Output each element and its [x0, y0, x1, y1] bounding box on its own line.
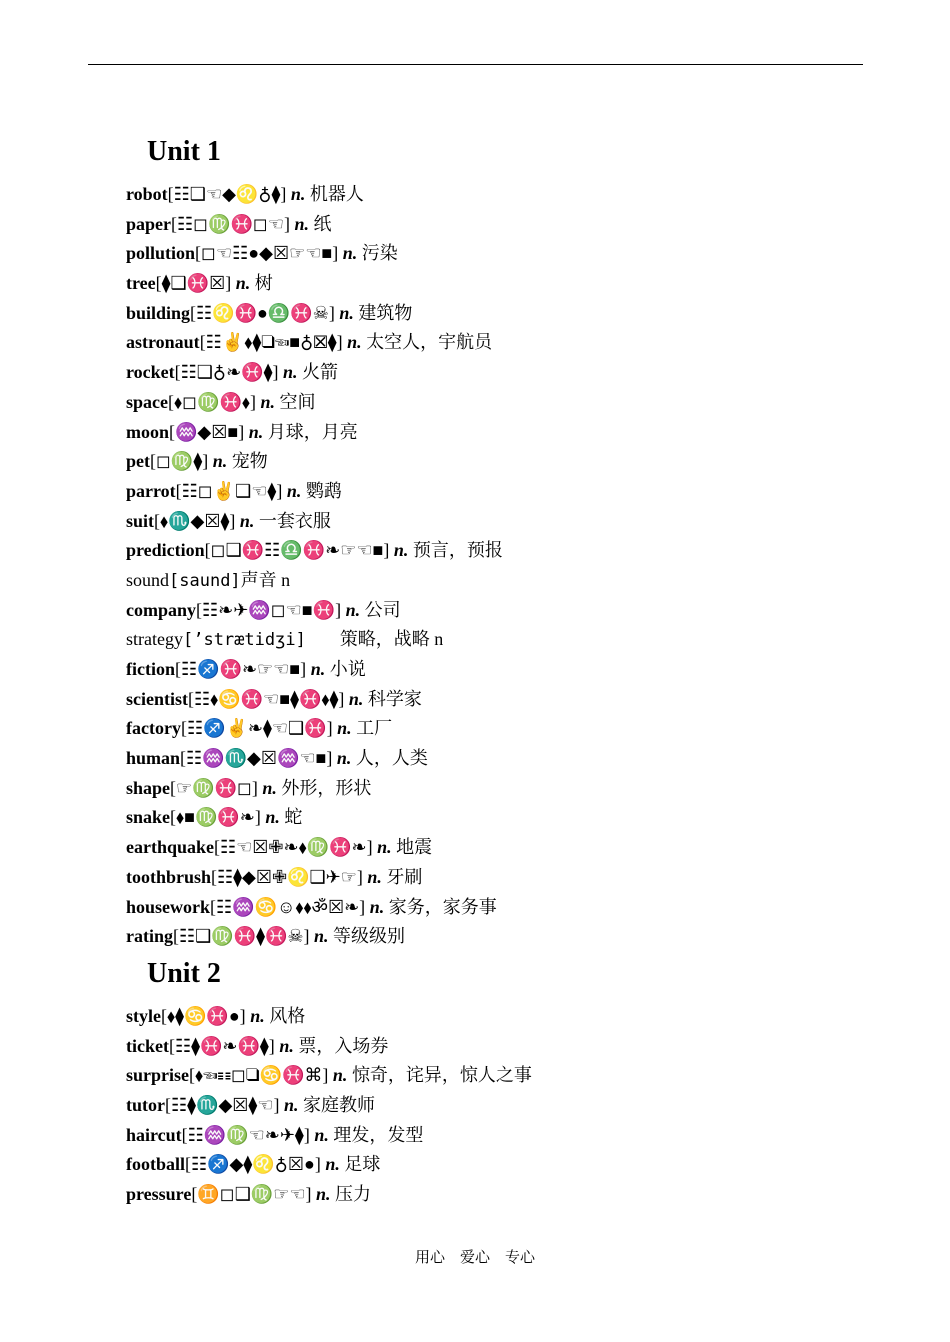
phonetic: [☷♒♋☺⬧⬧ॐ☒❧] [210, 896, 366, 917]
part-of-speech: n. [337, 718, 352, 739]
vocab-word: company [126, 599, 197, 620]
phonetic: [☷⧫♓❧♓⧫] [168, 1035, 275, 1056]
vocab-entry [126, 863, 886, 893]
meaning: 科学家 [367, 688, 422, 709]
phonetic: [⧫❑♓☒] [155, 273, 232, 294]
part-of-speech: n. [248, 421, 264, 442]
phonetic: [☷◻✌❑☜⧫] [175, 480, 283, 501]
part-of-speech: n. [339, 302, 354, 323]
vocab-word: robot [126, 184, 168, 204]
meaning: 风格 [269, 1005, 306, 1026]
vocab-word: surprise [126, 1065, 189, 1086]
unit-entries [126, 1002, 886, 1210]
vocab-word: housework [126, 896, 211, 917]
part-of-speech: n. [369, 896, 385, 917]
meaning: 一套衣服 [258, 510, 331, 531]
meaning: 树 [254, 273, 273, 294]
part-of-speech: n. [260, 391, 275, 412]
vocab-entry [126, 744, 886, 774]
vocab-entry [126, 536, 886, 566]
vocab-word: earthquake [126, 837, 215, 858]
phonetic: [⬧⧫♋♓●] [161, 1005, 246, 1026]
vocabulary-content [126, 134, 886, 1210]
part-of-speech: n. [294, 213, 309, 234]
vocab-entry [126, 388, 886, 418]
part-of-speech: n. [283, 1094, 299, 1115]
meaning: 太空人，宇航员 [366, 332, 493, 353]
part-of-speech: n. [265, 807, 280, 828]
meaning: 机器人 [309, 184, 364, 204]
meaning: 等级级别 [333, 926, 406, 947]
vocab-word: paper [126, 213, 171, 234]
vocab-entry [126, 1002, 886, 1032]
page-footer: 用心 爱心 专心 [414, 1250, 535, 1266]
vocab-word: strategy [126, 629, 183, 650]
vocab-word: haircut [126, 1124, 182, 1145]
vocab-word: parrot [126, 480, 176, 501]
part-of-speech: n. [262, 777, 277, 798]
meaning: 地震 [396, 837, 433, 858]
phonetic: [☷♐♓❧☞☜■] [175, 659, 307, 679]
part-of-speech: n. [345, 599, 361, 620]
vocab-entry [126, 299, 886, 329]
part-of-speech: n. [314, 926, 329, 947]
meaning: 宠物 [231, 451, 268, 472]
meaning: 污染 [361, 243, 398, 264]
meaning: 外形，形状 [281, 777, 372, 798]
meaning: 惊奇，诧异，惊人之事 [351, 1065, 532, 1086]
vocab-entry [126, 239, 886, 269]
phonetic: [☷♒♏◆☒♒☜■] [180, 748, 333, 769]
part-of-speech: n. [348, 688, 364, 709]
vocab-entry [126, 625, 886, 655]
vocab-word: rocket [126, 362, 175, 383]
phonetic: [⬧■♍♓❧] [170, 807, 261, 828]
meaning: 建筑物 [358, 302, 413, 323]
meaning: 纸 [313, 213, 332, 234]
part-of-speech: n. [367, 866, 382, 887]
part-of-speech: n. [342, 243, 358, 264]
vocab-word: toothbrush [126, 866, 212, 887]
phonetic: [☷✌⬧⧫❑☜■♁☒⧫] [199, 332, 343, 353]
meaning: 工厂 [356, 718, 393, 739]
vocab-word: suit [126, 510, 155, 531]
part-of-speech: n. [316, 1184, 331, 1204]
phonetic: [saund] [169, 570, 241, 591]
meaning: 小说 [329, 659, 366, 679]
part-of-speech: n. [347, 332, 362, 353]
vocab-word: pollution [126, 243, 196, 264]
phonetic: [☷♐✌❧⧫☜❑♓] [180, 718, 333, 739]
phonetic: [☷♌♓●♎♓☠] [190, 302, 335, 323]
vocab-entry [126, 1061, 886, 1091]
part-of-speech: n. [279, 1035, 294, 1056]
part-of-speech: n. [325, 1154, 340, 1175]
vocab-entry [126, 685, 886, 715]
part-of-speech: n. [393, 540, 409, 561]
meaning: 牙刷 [386, 866, 423, 887]
phonetic: [♊◻❑♍☞☜] [191, 1184, 312, 1204]
phonetic: [☞♍♓◻] [170, 777, 258, 798]
part-of-speech: n. [239, 510, 255, 531]
vocab-entry [126, 1091, 886, 1121]
unit-entries [126, 180, 886, 952]
vocab-word: tree [126, 273, 156, 294]
vocab-entry [126, 180, 886, 210]
vocab-word: fiction [126, 659, 175, 679]
phonetic: [⬧◻♍♓⬧] [168, 391, 256, 412]
vocab-entry [126, 803, 886, 833]
vocab-word: building [126, 302, 191, 323]
vocab-entry [126, 922, 886, 952]
unit-title: Unit 1 [147, 136, 221, 167]
unit-title: Unit 2 [147, 957, 221, 989]
vocab-entry [126, 358, 886, 388]
part-of-speech: n. [332, 1065, 348, 1086]
vocab-entry [126, 210, 886, 240]
vocab-entry [126, 566, 886, 596]
phonetic: [◻☜☷●◆☒☞☜■] [195, 243, 339, 264]
vocab-word: tutor [126, 1094, 165, 1115]
vocab-word: human [126, 748, 181, 769]
vocab-word: moon [126, 421, 170, 442]
meaning: 蛇 [284, 807, 303, 828]
vocab-word: rating [126, 926, 173, 947]
meaning: 理发，发型 [333, 1124, 424, 1145]
meaning: 声音 n [240, 569, 291, 590]
part-of-speech: n. [282, 362, 298, 383]
vocab-entry [126, 774, 886, 804]
phonetic: [☷⧫◆☒✙♌❑✈☞] [211, 866, 363, 887]
phonetic: [☷❑♍♓⧫♓☠] [173, 926, 310, 947]
phonetic: [♒◆☒■] [169, 421, 245, 442]
phonetic: [☷♐◆⧫♌♁☒●] [185, 1154, 321, 1175]
phonetic: [☷☜☒✙❧⬧♍♓❧] [214, 837, 373, 858]
vocab-entry [126, 596, 886, 626]
vocab-entry [126, 1121, 886, 1151]
vocab-entry [126, 1180, 886, 1210]
part-of-speech: n. [377, 837, 392, 858]
vocab-entry [126, 507, 886, 537]
vocab-entry [126, 269, 886, 299]
phonetic: [◻❑♓☷♎♓❧☞☜■] [204, 540, 390, 561]
phonetic: [☷❑♁❧♓⧫] [174, 362, 279, 383]
vocab-word: factory [126, 718, 181, 739]
meaning: 家庭教师 [302, 1094, 375, 1115]
vocab-word: snake [126, 807, 171, 828]
phonetic: [☷◻♍♓◻☜] [171, 213, 290, 234]
phonetic: [’strætidʒi] [182, 630, 306, 651]
meaning: 公司 [364, 599, 401, 620]
phonetic: [☷♒♍☜❧✈⧫] [181, 1124, 310, 1145]
part-of-speech: n. [250, 1005, 265, 1026]
vocab-entry [126, 447, 886, 477]
vocab-word: pressure [126, 1184, 192, 1204]
vocab-entry [126, 328, 886, 358]
phonetic: [☷❑☜◆♌♁⧫] [167, 184, 287, 204]
meaning: 票，入场券 [298, 1035, 389, 1056]
meaning: 策略，战略 n [339, 629, 444, 650]
vocab-word: ticket [126, 1035, 169, 1056]
phonetic: [⬧♏◆☒⧫] [154, 510, 236, 531]
vocab-entry [126, 1032, 886, 1062]
vocab-entry [126, 418, 886, 448]
vocab-word: astronaut [126, 332, 200, 353]
vocab-word: space [126, 391, 168, 412]
meaning: 火箭 [301, 362, 338, 383]
vocab-word: pet [126, 451, 150, 472]
vocab-word: style [126, 1005, 161, 1026]
part-of-speech: n. [336, 748, 352, 769]
phonetic: [◻♍⧫] [150, 451, 209, 472]
meaning: 空间 [279, 391, 316, 412]
vocab-entry [126, 477, 886, 507]
vocab-word: football [126, 1154, 186, 1175]
meaning: 鹦鹉 [305, 480, 342, 501]
part-of-speech: n. [310, 659, 326, 679]
header-rule [88, 64, 863, 65]
phonetic: [⬧☜☷◻❑♋♓⌘] [189, 1065, 329, 1086]
part-of-speech: n. [290, 184, 306, 204]
part-of-speech: n. [212, 451, 228, 472]
vocab-word: sound [126, 569, 170, 590]
meaning: 月球，月亮 [267, 421, 358, 442]
vocab-entry [126, 655, 886, 685]
meaning: 足球 [344, 1154, 381, 1175]
meaning: 家务，家务事 [388, 896, 497, 917]
vocab-entry [126, 1150, 886, 1180]
vocab-entry [126, 714, 886, 744]
meaning: 人，人类 [355, 748, 428, 769]
phonetic: [☷❧✈♒◻☜■♓] [196, 599, 342, 620]
vocab-word: scientist [126, 688, 188, 709]
meaning: 压力 [335, 1184, 372, 1204]
meaning: 预言，预报 [412, 540, 503, 561]
part-of-speech: n. [314, 1124, 329, 1145]
phonetic: [☷⧫♏◆☒⧫☜] [165, 1094, 280, 1115]
phonetic: [☷⬧♋♓☜■⧫♓⬧⧫] [188, 688, 345, 709]
vocab-entry [126, 893, 886, 923]
vocab-entry [126, 833, 886, 863]
part-of-speech: n. [286, 480, 302, 501]
vocab-word: prediction [126, 540, 205, 561]
part-of-speech: n. [235, 273, 251, 294]
vocab-word: shape [126, 777, 171, 798]
